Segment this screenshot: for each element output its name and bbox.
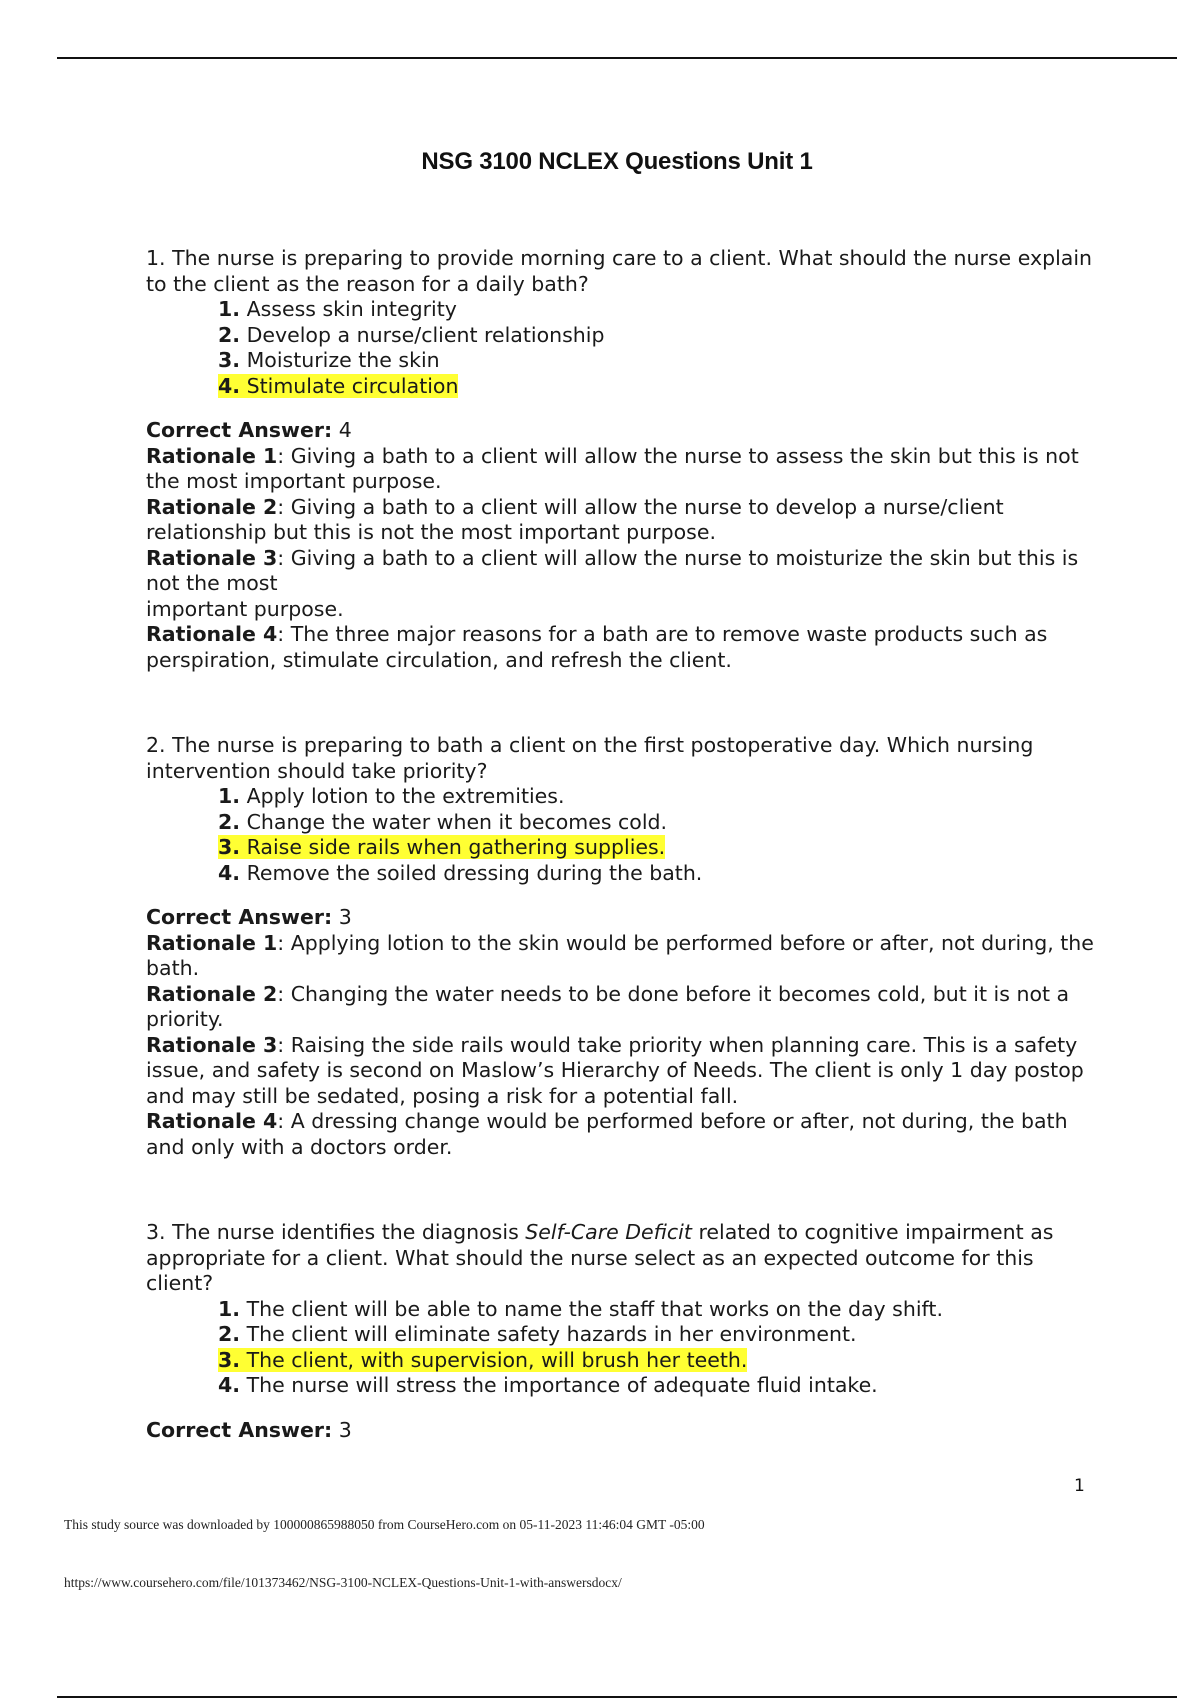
rationale-label: Rationale 4 [146,622,278,646]
answer-option [218,1297,1096,1323]
option-number: 4. [218,860,241,885]
option-text: The client will eliminate safety hazards in her environment. [246,1322,857,1346]
question-1 [146,246,1096,673]
answer-options [146,1297,1096,1399]
rationale-4 [146,1109,1096,1160]
rationale-label: Rationale 1 [146,930,278,955]
answer-block [146,905,1096,1160]
option-number: 1. [218,784,241,808]
answer-option [218,348,1096,374]
correct-answer [146,418,1096,444]
bottom-rule [57,1696,1177,1698]
option-number: 3. [218,348,241,372]
correct-answer-value: 3 [338,1417,352,1442]
correct-answer-value: 3 [338,905,352,929]
answer-option [218,784,1096,810]
answer-block [146,1418,1096,1444]
option-text: Develop a nurse/client relationship [246,322,605,347]
option-text: Moisturize the skin [246,348,440,372]
question-stem [146,246,1096,297]
rationale-text: : Raising the side rails would take priority when planning care. This is a safety issue, and safety is second on Maslow’s Hierarchy of Needs. The client is only 1 day postop and may still be sedated, posing a risk for a potential fall. [146,1032,1084,1108]
rationale-3 [146,1033,1096,1110]
answer-option [218,1373,1096,1399]
question-stem-text: related to cognitive impairment as appropriate for a client. What should the nurse select as an expected outcome for this client? [146,1220,1054,1295]
answer-options [146,297,1096,399]
answer-block [146,418,1096,673]
correct-answer-label: Correct Answer: [146,905,333,929]
correct-answer-value: 4 [338,418,352,442]
question-3 [146,1220,1096,1443]
option-text: The client will be able to name the staff that works on the day shift. [246,1296,943,1321]
rationale-4 [146,622,1096,673]
question-stem-italic: Self-Care Deficit [525,1220,692,1244]
option-number: 4. [218,373,241,398]
rationale-text: : Changing the water needs to be done before it becomes cold, but it is not a priority. [146,981,1070,1031]
option-number: 2. [218,1322,241,1346]
option-text: Remove the soiled dressing during the bath. [246,860,703,885]
answer-option [218,297,1096,323]
rationale-label: Rationale 4 [146,1109,278,1133]
option-number: 2. [218,809,241,834]
rationale-1 [146,444,1096,495]
option-text: Apply lotion to the extremities. [246,784,565,808]
answer-option [218,323,1096,349]
correct-answer [146,905,1096,931]
option-text: Stimulate circulation [246,373,459,398]
answer-option [218,810,1096,836]
rationale-text: : A dressing change would be performed before or after, not during, the bath and only with a doctors order. [146,1109,1068,1159]
rationale-label: Rationale 1 [146,443,278,468]
answer-options [146,784,1096,886]
option-text: The client, with supervision, will brush her teeth. [246,1347,748,1372]
option-text: Change the water when it becomes cold. [246,809,668,834]
question-stem [146,1220,1096,1297]
option-number: 4. [218,1373,241,1397]
answer-option [218,861,1096,887]
download-note: This study source was downloaded by 100000865988050 from CourseHero.com on 05-11-2023 11:46:04 GMT -05:00 [64,1517,705,1532]
option-number: 1. [218,297,241,321]
questions-container [146,246,1096,1443]
rationale-3 [146,546,1096,623]
option-number: 2. [218,322,241,347]
document-title: NSG 3100 NCLEX Questions Unit 1 [421,148,813,175]
option-number: 1. [218,1296,241,1321]
option-text: Raise side rails when gathering supplies. [246,835,666,859]
rationale-1 [146,931,1096,982]
question-stem-text: 2. The nurse is preparing to bath a client on the first postoperative day. Which nursing intervention should take priority? [146,733,1034,783]
rationale-label: Rationale 2 [146,981,278,1006]
answer-option-highlighted [218,374,1096,400]
rationale-label: Rationale 3 [146,545,278,570]
rationale-2 [146,982,1096,1033]
correct-answer-label: Correct Answer: [146,1417,333,1442]
rationale-text: : Giving a bath to a client will allow the nurse to develop a nurse/client relationship but this is not the most important purpose. [146,494,1004,544]
option-text: The nurse will stress the importance of adequate fluid intake. [246,1373,878,1397]
question-2 [146,733,1096,1160]
option-text: Assess skin integrity [246,297,457,321]
correct-answer-label: Correct Answer: [146,418,333,442]
rationale-label: Rationale 3 [146,1032,278,1057]
option-number: 3. [218,1347,241,1372]
answer-option [218,1322,1096,1348]
top-rule [57,57,1177,59]
option-number: 3. [218,835,241,859]
answer-option-highlighted [218,1348,1096,1374]
question-stem-text: 3. The nurse identifies the diagnosis [146,1220,526,1244]
rationale-text: : Giving a bath to a client will allow the nurse to assess the skin but this is not the most important purpose. [146,443,1079,493]
source-url[interactable]: https://www.coursehero.com/file/101373462/NSG-3100-NCLEX-Questions-Unit-1-with-answersdocx/ [64,1575,622,1590]
rationale-text: : The three major reasons for a bath are to remove waste products such as perspiration, stimulate circulation, and refresh the client. [146,622,1048,672]
answer-option-highlighted [218,835,1096,861]
question-stem-text: 1. The nurse is preparing to provide morning care to a client. What should the nurse explain to the client as the reason for a daily bath? [146,246,1093,296]
rationale-text: : Applying lotion to the skin would be performed before or after, not during, the bath. [146,930,1094,980]
question-stem [146,733,1096,784]
rationale-text: : Giving a bath to a client will allow the nurse to moisturize the skin but this is not the most important purpose. [146,545,1079,621]
page-number: 1 [1074,1476,1085,1496]
rationale-label: Rationale 2 [146,494,278,519]
rationale-2 [146,495,1096,546]
correct-answer [146,1418,1096,1444]
